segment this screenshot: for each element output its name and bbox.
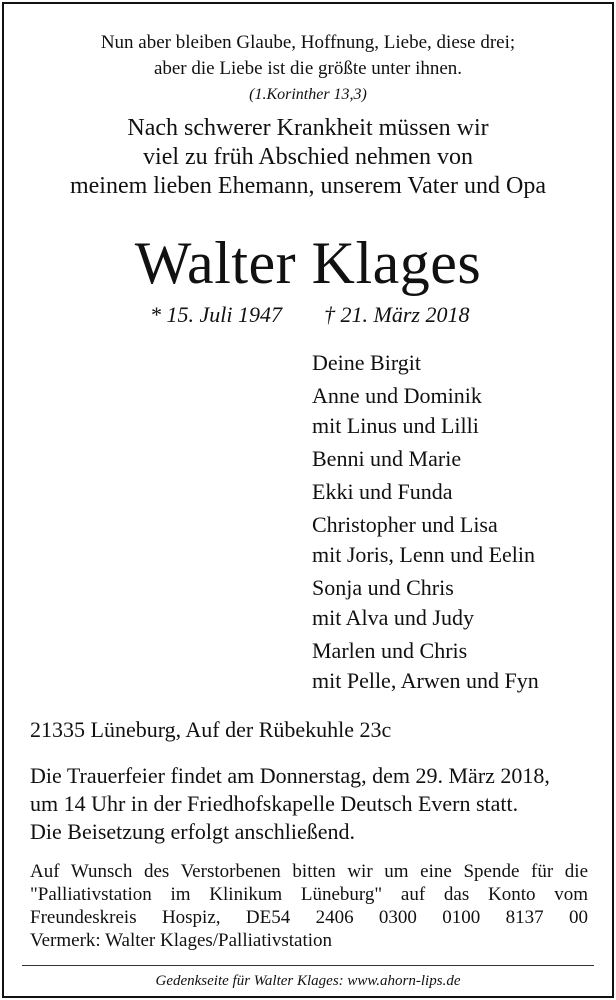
donation-request bbox=[30, 860, 588, 952]
intro-text bbox=[0, 114, 616, 201]
donation-line-3: Freundeskreis Hospiz, DE54 2406 0300 0100 8137 00 bbox=[30, 907, 588, 928]
family-group bbox=[312, 444, 539, 474]
family-line: mit Pelle, Arwen und Fyn bbox=[312, 668, 539, 693]
birth-date: * 15. Juli 1947 bbox=[150, 302, 282, 327]
family-line: mit Linus und Lilli bbox=[312, 413, 479, 438]
donation-line-1: Auf Wunsch des Verstorbenen bitten wir um eine Spende für die bbox=[30, 861, 588, 882]
verse-reference: (1.Korinther 13,3) bbox=[249, 86, 367, 103]
ceremony-line-1: Die Trauerfeier findet am Donnerstag, dem 29. März 2018, bbox=[30, 763, 550, 788]
family-line: mit Joris, Lenn und Eelin bbox=[312, 542, 536, 567]
death-date: † 21. März 2018 bbox=[324, 302, 470, 327]
ceremony-line-2: um 14 Uhr in der Friedhofskapelle Deutsch Evern statt. bbox=[30, 791, 519, 816]
family-line: Ekki und Funda bbox=[312, 479, 453, 504]
family-line: mit Alva und Judy bbox=[312, 605, 474, 630]
family-group bbox=[312, 381, 539, 441]
family-line: Benni und Marie bbox=[312, 446, 462, 471]
family-line: Christopher und Lisa bbox=[312, 512, 498, 537]
verse-line-1: Nun aber bleiben Glaube, Hoffnung, Liebe, diese drei; bbox=[100, 32, 516, 53]
intro-line-2: viel zu früh Abschied nehmen von bbox=[143, 144, 473, 170]
family-group bbox=[312, 348, 539, 378]
memorial-page-link[interactable]: Gedenkseite für Walter Klages: www.ahorn-lips.de bbox=[155, 973, 461, 989]
family-group bbox=[312, 477, 539, 507]
family-line: Sonja und Chris bbox=[312, 575, 454, 600]
family-group bbox=[312, 636, 539, 696]
intro-line-3: meinem lieben Ehemann, unserem Vater und Opa bbox=[69, 173, 547, 199]
family-address: 21335 Lüneburg, Auf der Rübekuhle 23c bbox=[30, 717, 392, 742]
intro-line-1: Nach schwerer Krankheit müssen wir bbox=[127, 115, 489, 141]
verse-line-2: aber die Liebe ist die größte unter ihnen. bbox=[153, 58, 463, 79]
family-group bbox=[312, 510, 539, 570]
family-group bbox=[312, 573, 539, 633]
family-line: Deine Birgit bbox=[312, 350, 421, 375]
deceased-name: Walter Klages bbox=[134, 230, 482, 296]
family-line: Anne und Dominik bbox=[312, 383, 482, 408]
footer-divider bbox=[22, 965, 594, 966]
donation-line-4: Vermerk: Walter Klages/Palliativstation bbox=[30, 930, 333, 951]
bible-verse bbox=[0, 30, 616, 82]
donation-line-2: "Palliativstation im Klinikum Lüneburg" auf das Konto vom bbox=[30, 884, 588, 905]
family-list bbox=[312, 348, 539, 699]
family-line: Marlen und Chris bbox=[312, 638, 468, 663]
burial-info: Die Beisetzung erfolgt anschließend. bbox=[30, 819, 356, 844]
funeral-ceremony-info bbox=[30, 762, 550, 818]
